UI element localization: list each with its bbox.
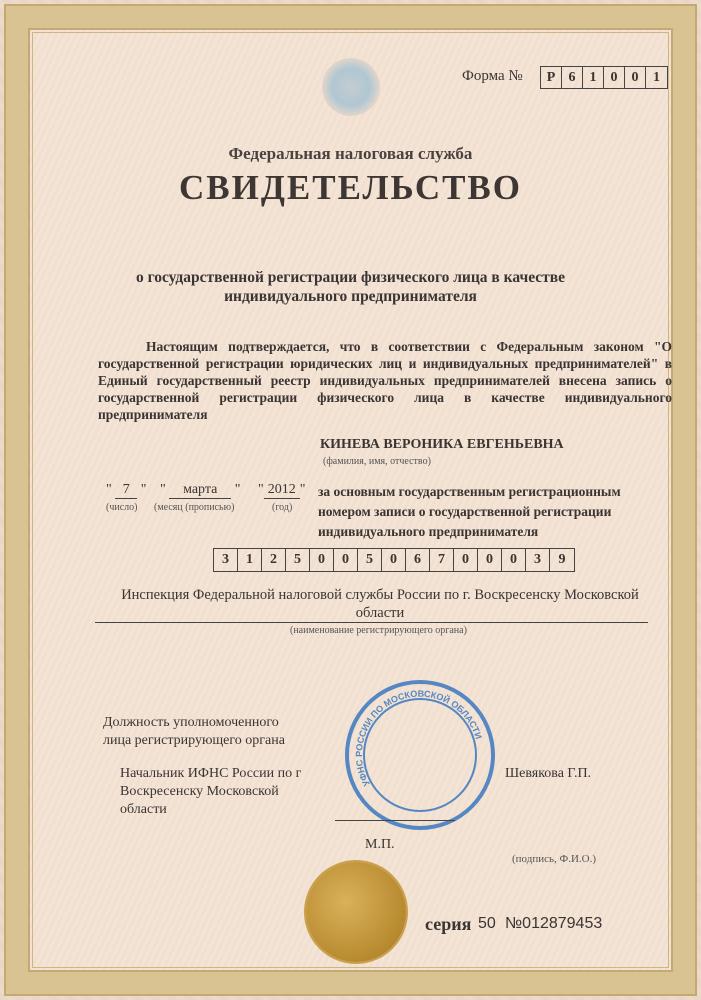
ogrnip-digit: 0 (454, 549, 478, 571)
ogrnip-digit: 0 (502, 549, 526, 571)
form-code-digit: 6 (562, 67, 583, 88)
day-value: 7 (115, 482, 137, 499)
month-value: марта (169, 482, 231, 499)
form-code-boxes (540, 66, 668, 89)
ogrnip-digit: 3 (214, 549, 238, 571)
ogrnip-digit: 9 (558, 552, 566, 567)
ogrnip-boxes (213, 548, 575, 572)
ogrnip-digit: 7 (430, 549, 454, 571)
ogrnip-digit: 0 (478, 549, 502, 571)
position-label-line: лица регистрирующего органа (103, 733, 285, 748)
series-value: 50 (478, 915, 496, 932)
form-code-digit: 1 (583, 67, 604, 88)
mp-label: М.П. (365, 837, 395, 852)
year-value: 2012 (264, 482, 300, 499)
form-code-digit: 0 (625, 67, 646, 88)
authority-underline (95, 622, 648, 623)
date-year: " 2012 " (258, 482, 306, 497)
ogrnip-digit: 3 (526, 549, 550, 571)
ogrnip-digit: 1 (238, 549, 262, 571)
form-code-digit: 0 (604, 67, 625, 88)
agency-name: Федеральная налоговая служба (228, 144, 473, 163)
signer-position (120, 765, 301, 819)
svg-text:УФНС РОССИИ ПО МОСКОВСКОЙ ОБЛА (354, 689, 484, 788)
gold-hologram-seal (306, 862, 406, 962)
form-code-digit: 1 (653, 70, 660, 85)
signer-name: Шевякова Г.П. (505, 766, 592, 781)
official-stamp (345, 680, 495, 830)
subtitle-line-2: индивидуального предпринимателя (224, 288, 477, 305)
date-month: " марта " (160, 482, 241, 497)
signature-line (335, 820, 455, 821)
registering-authority: Инспекция Федеральной налоговой службы России по г. Воскресенску Московской области (121, 587, 639, 621)
stamp-text: УФНС РОССИИ ПО МОСКОВСКОЙ ОБЛАСТИ (353, 688, 484, 788)
ogrnip-digit: 5 (286, 549, 310, 571)
signature-caption: (подпись, Ф.И.О.) (512, 853, 596, 865)
form-label: Форма № (462, 68, 523, 84)
ogrnip-digit: 2 (262, 549, 286, 571)
position-line: Воскресенску Московской (120, 784, 279, 799)
certificate-number: №012879453 (505, 915, 603, 932)
confirmation-paragraph: Настоящим подтверждается, что в соответствии с Федеральным законом "О государственной регистрации юридических лиц и индивидуальных предпринимателей" в Единый государственный реестр индивидуальных предпринимателей внесена запись о государственной регистрации физического лица в качестве индивидуального предпринимателя (98, 339, 672, 422)
ogrnip-digit: 0 (382, 549, 406, 571)
document-subtitle (0, 268, 701, 306)
series-label: серия (425, 914, 472, 934)
ogrnip-digit: 0 (310, 549, 334, 571)
stamp-text-ring (349, 684, 491, 826)
full-name: КИНЕВА ВЕРОНИКА ЕВГЕНЬЕВНА (320, 437, 564, 452)
authority-caption: (наименование регистрирующего органа) (290, 625, 467, 636)
position-label-line: Должность уполномоченного (103, 715, 279, 730)
registration-text: за основным государственным регистрационным номером записи о государственной регистрации индивидуального предпринимателя (318, 484, 621, 539)
position-label (103, 714, 285, 750)
full-name-caption: (фамилия, имя, отчество) (323, 456, 431, 467)
fns-emblem-icon (322, 58, 380, 116)
date-day: " 7 " (106, 482, 147, 497)
month-caption: (месяц (прописью) (154, 502, 235, 513)
subtitle-line-1: о государственной регистрации физического лица в качестве (135, 269, 566, 286)
ogrnip-digit: 6 (406, 549, 430, 571)
year-caption: (год) (272, 502, 293, 513)
document-title: СВИДЕТЕЛЬСТВО (178, 168, 523, 207)
ogrnip-digit: 5 (358, 549, 382, 571)
day-caption: (число) (106, 502, 138, 513)
position-line: области (120, 802, 167, 817)
form-code-digit: Р (541, 67, 562, 88)
position-line: Начальник ИФНС России по г (120, 766, 302, 781)
ogrnip-digit: 0 (334, 549, 358, 571)
